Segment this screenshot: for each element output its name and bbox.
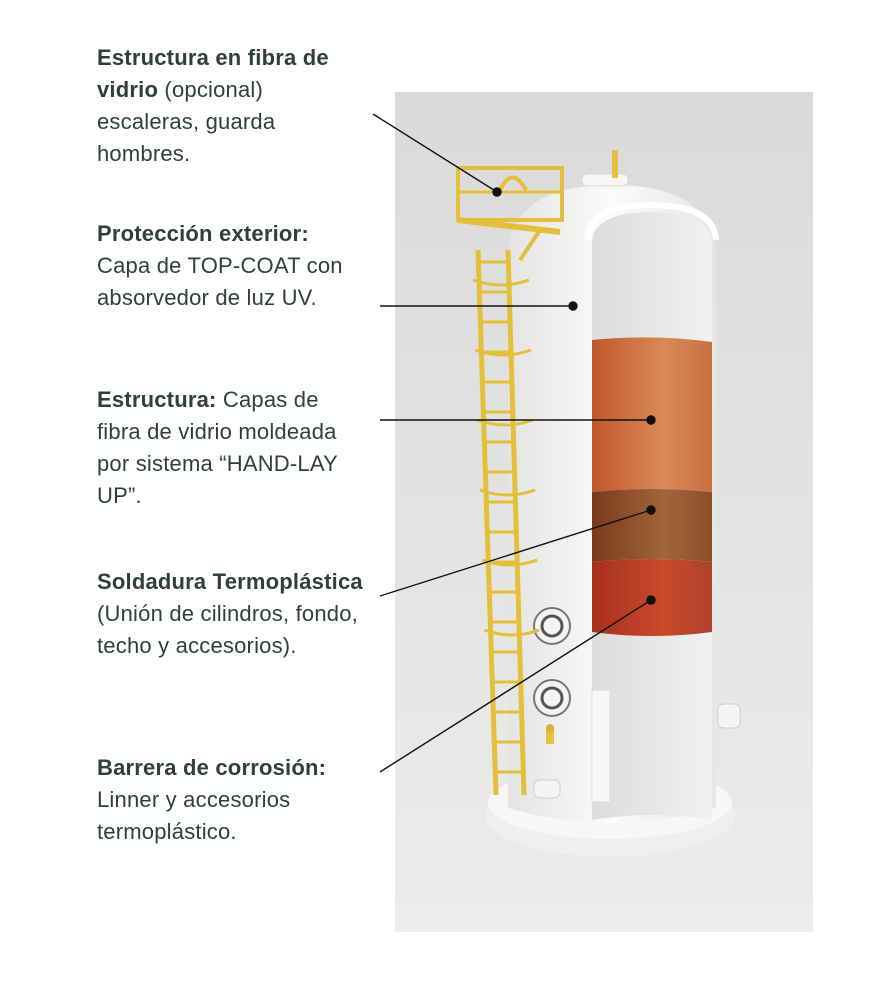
label-structure-text: Capas de fibra de vidrio moldeada por sistema “HAND-LAY UP”. (97, 387, 338, 508)
label-corrosion-barrier-text: Linner y accesorios termoplástico. (97, 787, 291, 844)
leader-dot (493, 188, 501, 196)
leader-dot (647, 596, 655, 604)
label-structure-title: Estructura: (97, 387, 217, 412)
vent-pipe (612, 150, 618, 178)
valve-icon (546, 724, 554, 744)
label-exterior-protection-text: Capa de TOP-COAT con absorvedor de luz UV. (97, 253, 343, 310)
leader-dot (647, 416, 655, 424)
leader-dot (569, 302, 577, 310)
bottom-nozzle (534, 780, 560, 798)
label-fiberglass-structure-text: (opcional) escaleras, guarda hombres. (97, 77, 276, 166)
label-corrosion-barrier-title: Barrera de corrosión: (97, 755, 327, 780)
roof-nozzle (582, 174, 628, 186)
leader-dot (647, 506, 655, 514)
label-thermoplastic-welding-text: (Unión de cilindros, fondo, techo y accesorios). (97, 601, 358, 658)
side-nozzle (718, 704, 740, 728)
label-thermoplastic-welding-title: Soldadura Termoplástica (97, 569, 363, 594)
manway-icon (534, 608, 570, 644)
label-fiberglass-structure-title: Estructura en fibra de vidrio (97, 45, 329, 102)
manway-icon (534, 680, 570, 716)
layer-structure (592, 337, 712, 492)
layer-welding (592, 489, 712, 562)
label-exterior-protection-title: Protección exterior: (97, 221, 309, 246)
internal-pipe (592, 690, 610, 802)
